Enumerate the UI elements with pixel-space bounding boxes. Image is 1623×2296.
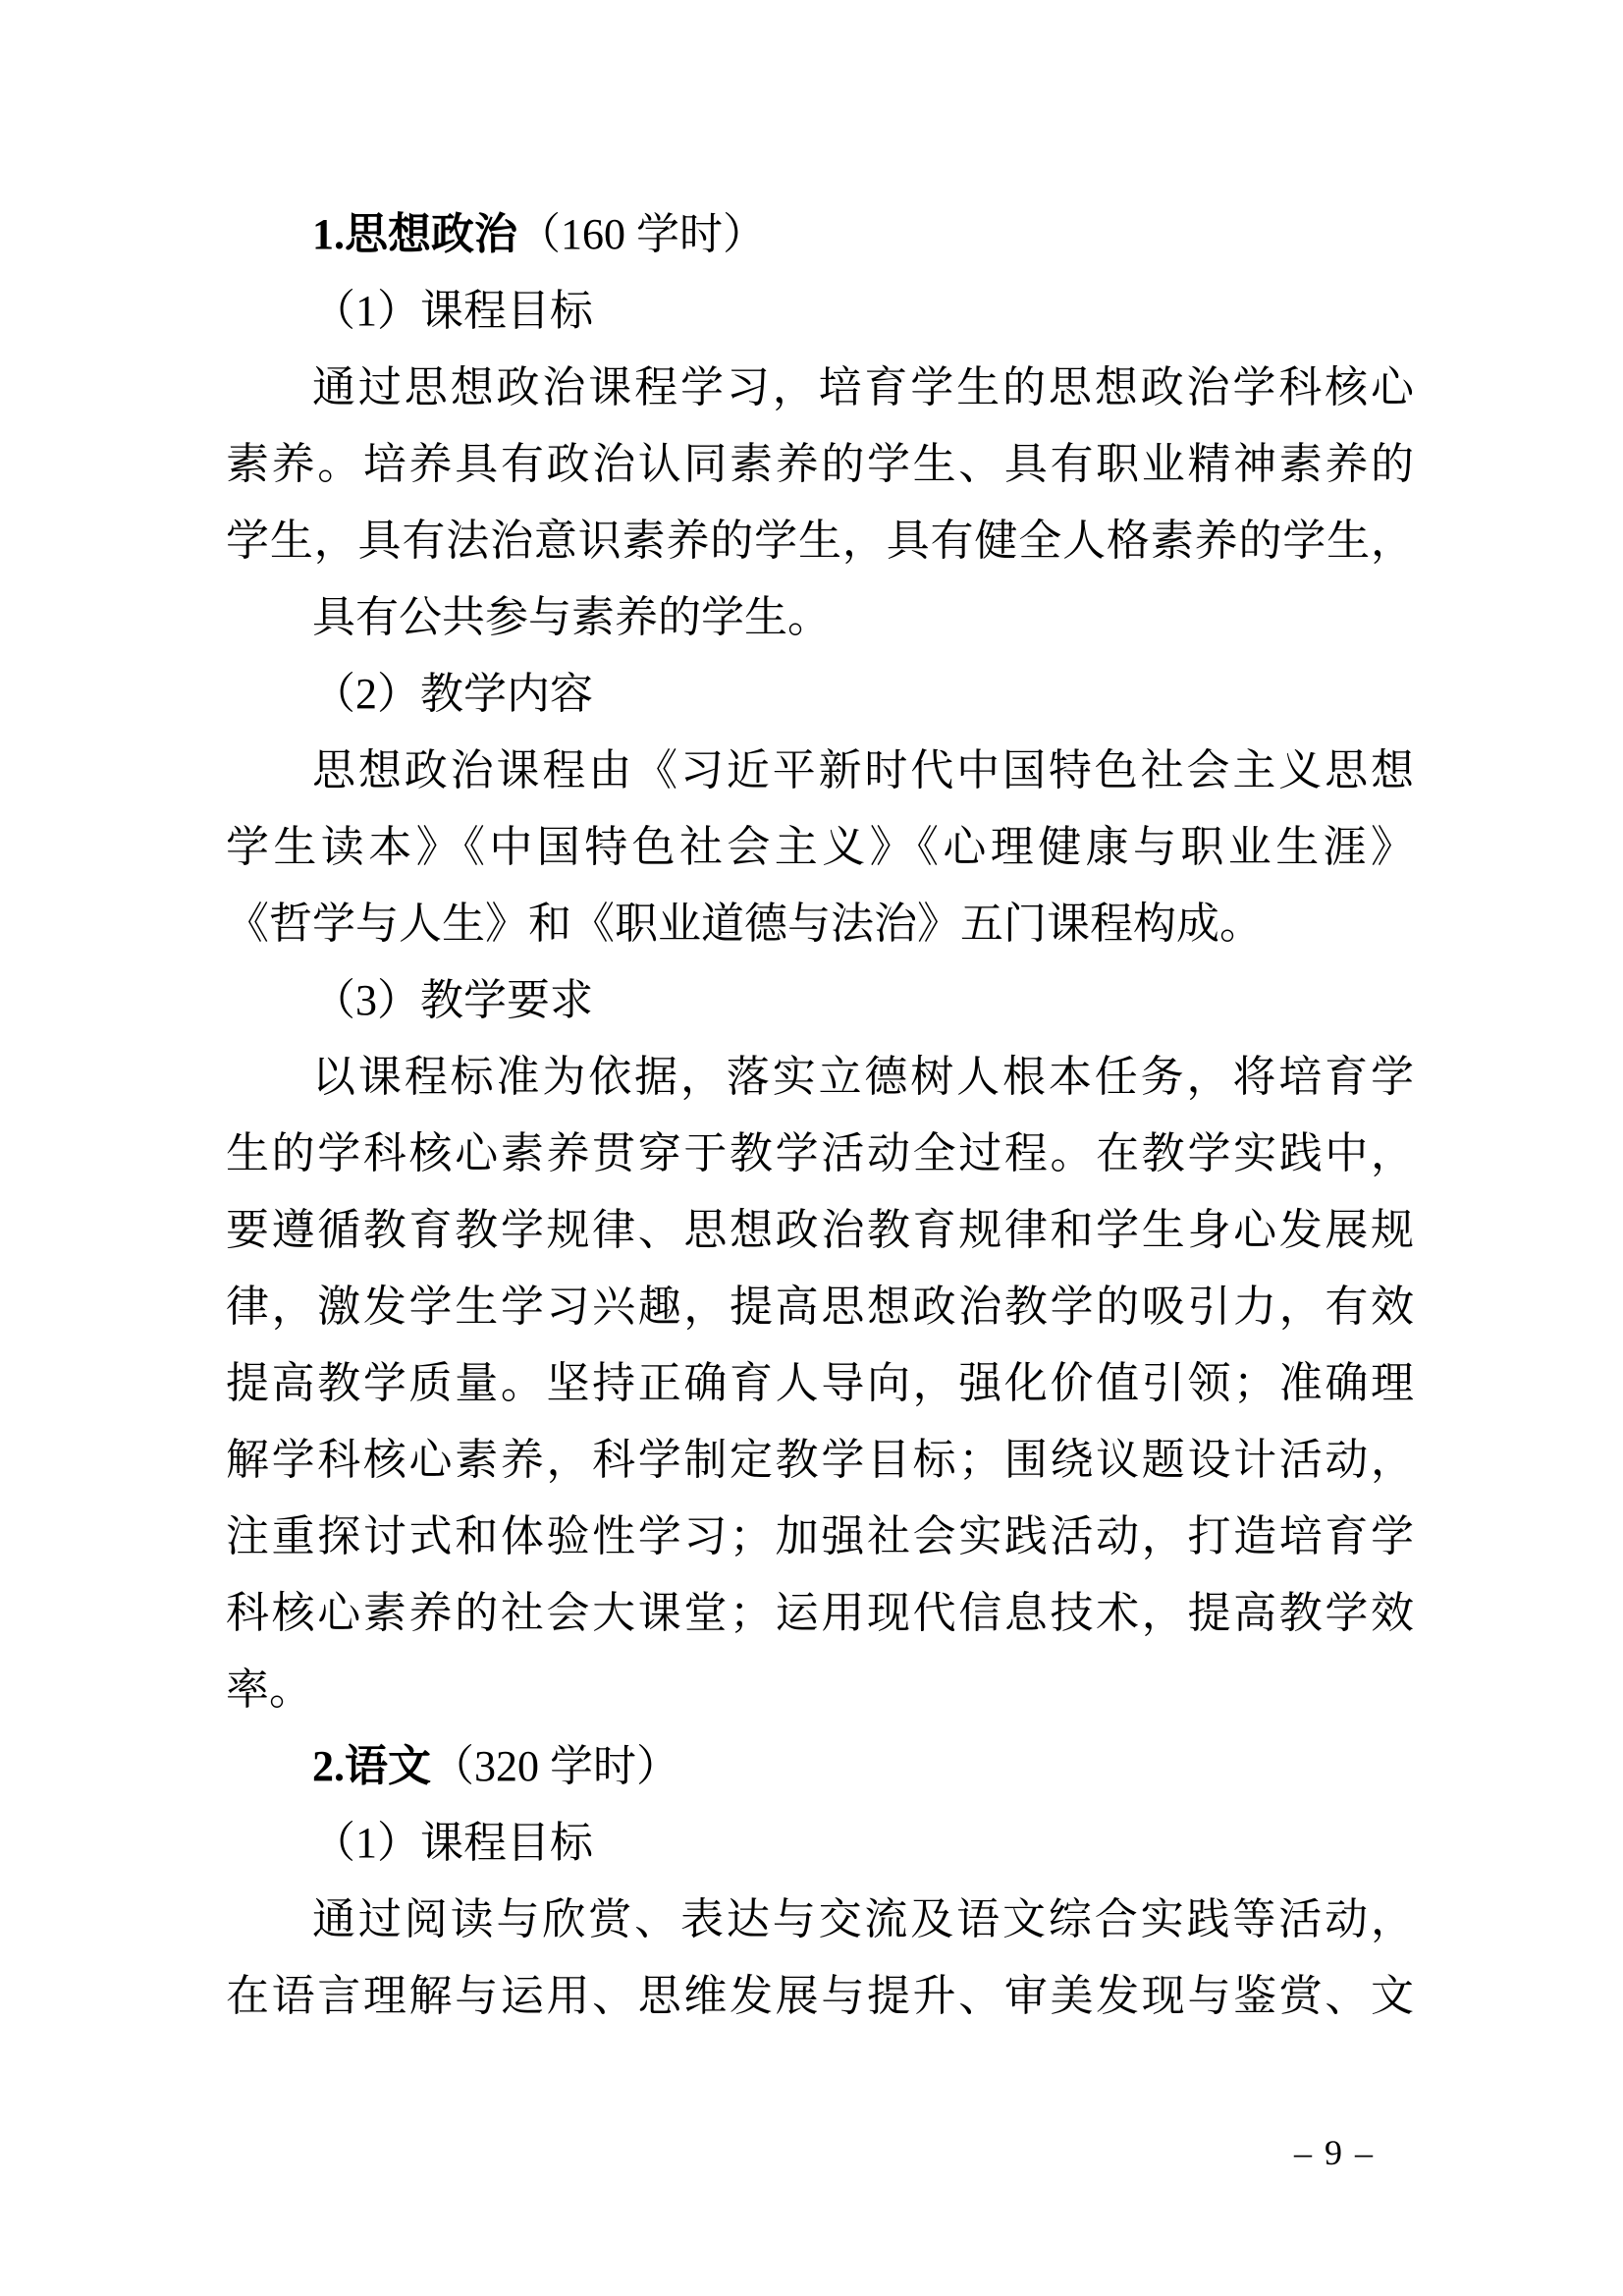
page-footer bbox=[1294, 2133, 1375, 2172]
section-2-heading bbox=[226, 1728, 1414, 1805]
paragraph-line: 要遵循教育教学规律、思想政治教育规律和学生身心发展规 bbox=[226, 1206, 1414, 1254]
paragraph-line: 律，激发学生学习兴趣，提高思想政治教学的吸引力，有效 bbox=[226, 1283, 1414, 1331]
paragraph-line: 生的学科核心素养贯穿于教学活动全过程。在教学实践中， bbox=[226, 1129, 1414, 1177]
paragraph-line: 通过思想政治课程学习，培育学生的思想政治学科核心 bbox=[312, 363, 1414, 411]
paragraph-line: 学生读本》《中国特色社会主义》《心理健康与职业生涯》 bbox=[226, 823, 1414, 871]
paragraph-line: 科核心素养的社会大课堂；运用现代信息技术，提高教学效 bbox=[226, 1589, 1414, 1637]
section-1-number-title: 1.思想政治 bbox=[312, 210, 517, 258]
section-1-goal-subheading: （1）课程目标 bbox=[312, 287, 593, 335]
section-1-content-subheading: （2）教学内容 bbox=[312, 670, 593, 718]
paragraph-line: 提高教学质量。坚持正确育人导向，强化价值引领；准确理 bbox=[226, 1359, 1414, 1407]
section-1-hours: （160 学时） bbox=[517, 210, 766, 258]
paragraph-line: 《哲学与人生》和《职业道德与法治》五门课程构成。 bbox=[226, 900, 1263, 948]
paragraph-line: 具有公共参与素养的学生。 bbox=[312, 593, 831, 641]
paragraph-line: 思想政治课程由《习近平新时代中国特色社会主义思想 bbox=[312, 746, 1414, 794]
paragraph-line: 解学科核心素养，科学制定教学目标；围绕议题设计活动， bbox=[226, 1436, 1414, 1484]
document-body bbox=[226, 196, 1414, 2035]
section-1-heading bbox=[226, 196, 1414, 273]
paragraph-line: 素养。培养具有政治认同素养的学生、具有职业精神素养的 bbox=[226, 440, 1414, 488]
paragraph-line: 学生，具有法治意识素养的学生，具有健全人格素养的学生， bbox=[226, 517, 1414, 565]
section-1-requirement-subheading: （3）教学要求 bbox=[312, 976, 593, 1024]
page-number: – 9 – bbox=[1294, 2133, 1375, 2172]
paragraph-line: 注重探讨式和体验性学习；加强社会实践活动，打造培育学 bbox=[226, 1512, 1414, 1560]
section-2-goal-subheading: （1）课程目标 bbox=[312, 1819, 593, 1867]
paragraph-line: 通过阅读与欣赏、表达与交流及语文综合实践等活动， bbox=[312, 1895, 1414, 1943]
section-2-hours: （320 学时） bbox=[431, 1742, 679, 1790]
section-2-number-title: 2.语文 bbox=[312, 1742, 431, 1790]
paragraph-line: 率。 bbox=[226, 1666, 312, 1714]
paragraph-line: 以课程标准为依据，落实立德树人根本任务，将培育学 bbox=[312, 1053, 1414, 1101]
paragraph-line: 在语言理解与运用、思维发展与提升、审美发现与鉴赏、文 bbox=[226, 1972, 1414, 2020]
